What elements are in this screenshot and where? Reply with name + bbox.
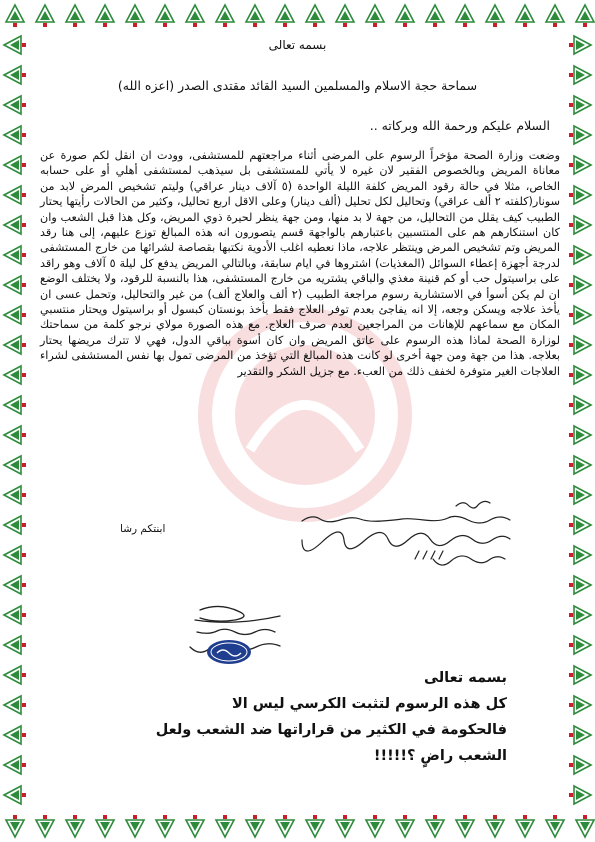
border-motif: [4, 66, 26, 84]
border-motif: [4, 246, 26, 264]
border-motif: [4, 576, 26, 594]
border-motif: [569, 576, 591, 594]
letter-addressee: سماحة حجة الاسلام والمسلمين السيد القائد مقتدى الصدر (اعزه الله): [117, 78, 478, 93]
border-motif: [426, 815, 444, 837]
border-motif: [456, 5, 474, 27]
border-motif: [4, 756, 26, 774]
border-motif: [569, 336, 591, 354]
border-motif: [96, 815, 114, 837]
border-motif: [366, 815, 384, 837]
border-motif: [4, 396, 26, 414]
border-motif: [4, 666, 26, 684]
border-motif: [4, 546, 26, 564]
border-motif: [4, 456, 26, 474]
border-motif: [486, 815, 504, 837]
transcript-line-3: فالحكومة في الكثير من قراراتها ضد الشعب ولعل: [155, 722, 507, 738]
border-motif: [4, 306, 26, 324]
border-motif: [486, 5, 504, 27]
border-motif: [36, 5, 54, 27]
border-motif: [576, 815, 594, 837]
decorative-border-top: [0, 0, 595, 30]
border-motif: [569, 246, 591, 264]
border-motif: [4, 606, 26, 624]
typed-transcript: [87, 665, 507, 769]
border-motif: [126, 815, 144, 837]
border-motif: [569, 756, 591, 774]
border-motif: [246, 815, 264, 837]
border-motif: [576, 5, 594, 27]
letter-greeting: السلام عليكم ورحمة الله وبركاته ..: [369, 118, 550, 133]
border-motif: [569, 666, 591, 684]
border-motif: [569, 96, 591, 114]
border-motif: [4, 336, 26, 354]
decorative-border-right: [565, 30, 595, 812]
border-motif: [396, 5, 414, 27]
border-motif: [569, 456, 591, 474]
transcript-line-1: بسمه تعالى: [424, 670, 507, 686]
border-motif: [569, 606, 591, 624]
border-motif: [186, 5, 204, 27]
border-motif: [569, 276, 591, 294]
letter-bismillah: بسمه تعالى: [268, 38, 327, 52]
border-motif: [4, 726, 26, 744]
border-motif: [306, 815, 324, 837]
border-motif: [276, 5, 294, 27]
border-motif: [456, 815, 474, 837]
border-motif: [569, 726, 591, 744]
border-motif: [4, 216, 26, 234]
border-motif: [336, 5, 354, 27]
decorative-border-left: [0, 30, 30, 812]
border-motif: [246, 5, 264, 27]
border-motif: [4, 96, 26, 114]
border-motif: [569, 636, 591, 654]
border-motif: [66, 815, 84, 837]
border-motif: [4, 696, 26, 714]
border-motif: [6, 815, 24, 837]
border-motif: [216, 5, 234, 27]
transcript-line-4: الشعب راضٍ ؟!!!!!: [373, 748, 507, 764]
border-motif: [36, 815, 54, 837]
border-motif: [276, 815, 294, 837]
border-motif: [4, 636, 26, 654]
border-motif: [569, 156, 591, 174]
border-motif: [216, 815, 234, 837]
border-motif: [6, 5, 24, 27]
border-motif: [569, 306, 591, 324]
decorative-border-bottom: [0, 812, 595, 842]
border-motif: [4, 126, 26, 144]
border-motif: [4, 156, 26, 174]
border-motif: [4, 276, 26, 294]
border-motif: [66, 5, 84, 27]
border-motif: [569, 366, 591, 384]
border-motif: [126, 5, 144, 27]
border-motif: [569, 786, 591, 804]
border-motif: [569, 66, 591, 84]
border-motif: [156, 5, 174, 27]
border-motif: [336, 815, 354, 837]
handwritten-reply: [255, 495, 515, 585]
border-motif: [569, 216, 591, 234]
border-motif: [4, 516, 26, 534]
border-motif: [569, 186, 591, 204]
border-motif: [569, 546, 591, 564]
border-motif: [4, 366, 26, 384]
border-motif: [546, 5, 564, 27]
border-motif: [396, 815, 414, 837]
border-motif: [569, 396, 591, 414]
border-motif: [546, 815, 564, 837]
border-motif: [569, 126, 591, 144]
border-motif: [4, 426, 26, 444]
border-motif: [186, 815, 204, 837]
border-motif: [516, 815, 534, 837]
transcript-line-2: كل هذه الرسوم لتثبت الكرسي ليس الا: [231, 696, 507, 712]
border-motif: [516, 5, 534, 27]
border-motif: [96, 5, 114, 27]
letter-body: وضعت وزارة الصحة مؤخراً الرسوم على المرضى أثناء مراجعتهم للمستشفى، وودت ان انقل لكم صورة عن معاناة المريض وبالخصوص الفقير لان غيره لا يأتي للمستشفى بل سيذهب لمستشفى أهلي أو على حسابه الخاص، مثلا في حالة رقود المريض كلفة الليلة الواحدة (٥ آلاف دينار عراقي) وليتم تشخيص المرض لابد من سونار(كلفته ٢ ألف عراقي) وتحاليل لكل تحليل (ألف دينار) وعلى الاقل اربع تحاليل، وكثير من الحالات رأيتها يحتار الطبيب كيف يقلل من التحاليل، من جهة لا بد منها، ومن جهة ينظر لحيرة ذوي المريض، وكل هذا قبل الشعب وان كان استنكارهم هم على المنتسبين باعتبارهم بالواجهة قسم يتصورون انه هذه المبالغ توزع عليهم، إلى هنا رقد المريض وتم تشخيص المرض وينتظر علاجه، ماذا نعطيه اغلب الأدوية نكتبها بقصاصة لشرائها من خارج المستشفى لدرجة أجهزة إعطاء السوائل (المغذيات) اشتروها في ايام سابقة، وبالتالي المريض يدفع كل ليلة ٥ آلاف وهو راقد على براسيتول حب أو كم قنينة مغذي والباقي يشتريه من خارج المستشفى، هذا بالنسبة للرقود، ولا يختلف الوضع ان لم يكن أسوأ في الاستشارية رسوم مراجعة الطبيب (٢ ألف والعلاج ألف) من غير والتحاليل، وتحمل عسى ان يأخذ علاجه ويسكن وجعه، إلا انه يفاجئ بعدم توفر العلاج فقط يأخذ بونستان كبسول أو براسيتول ويحتار منتسبي المكان مع سماعهم للإهانات من المراجعين لعدم صرف العلاج. مع هذه الصورة مولاي نرجو كلمة من سماحتك لوزارة الصحة لماذا هذه الرسوم على عاتق المريض وان كان أسوة بباقي الدول، فهي لا تترك مريضها يحتار بعلاجه. هذا من جهة ومن جهة أخرى لو كانت هذه المبالغ التي تؤخذ من المرضى تمول بها نفس المستشفى لشراء العلاجات الغير متوفرة لخفف ذلك من العبء. مع جزيل الشكر والتقدير: [40, 149, 560, 378]
border-motif: [4, 186, 26, 204]
border-motif: [569, 486, 591, 504]
border-motif: [4, 486, 26, 504]
border-motif: [4, 786, 26, 804]
border-motif: [569, 426, 591, 444]
letter-signoff: ابنتكم رشا: [120, 523, 166, 535]
border-motif: [426, 5, 444, 27]
border-motif: [569, 696, 591, 714]
border-motif: [306, 5, 324, 27]
border-motif: [156, 815, 174, 837]
seal-stamp: [205, 638, 253, 666]
border-motif: [569, 516, 591, 534]
border-motif: [366, 5, 384, 27]
